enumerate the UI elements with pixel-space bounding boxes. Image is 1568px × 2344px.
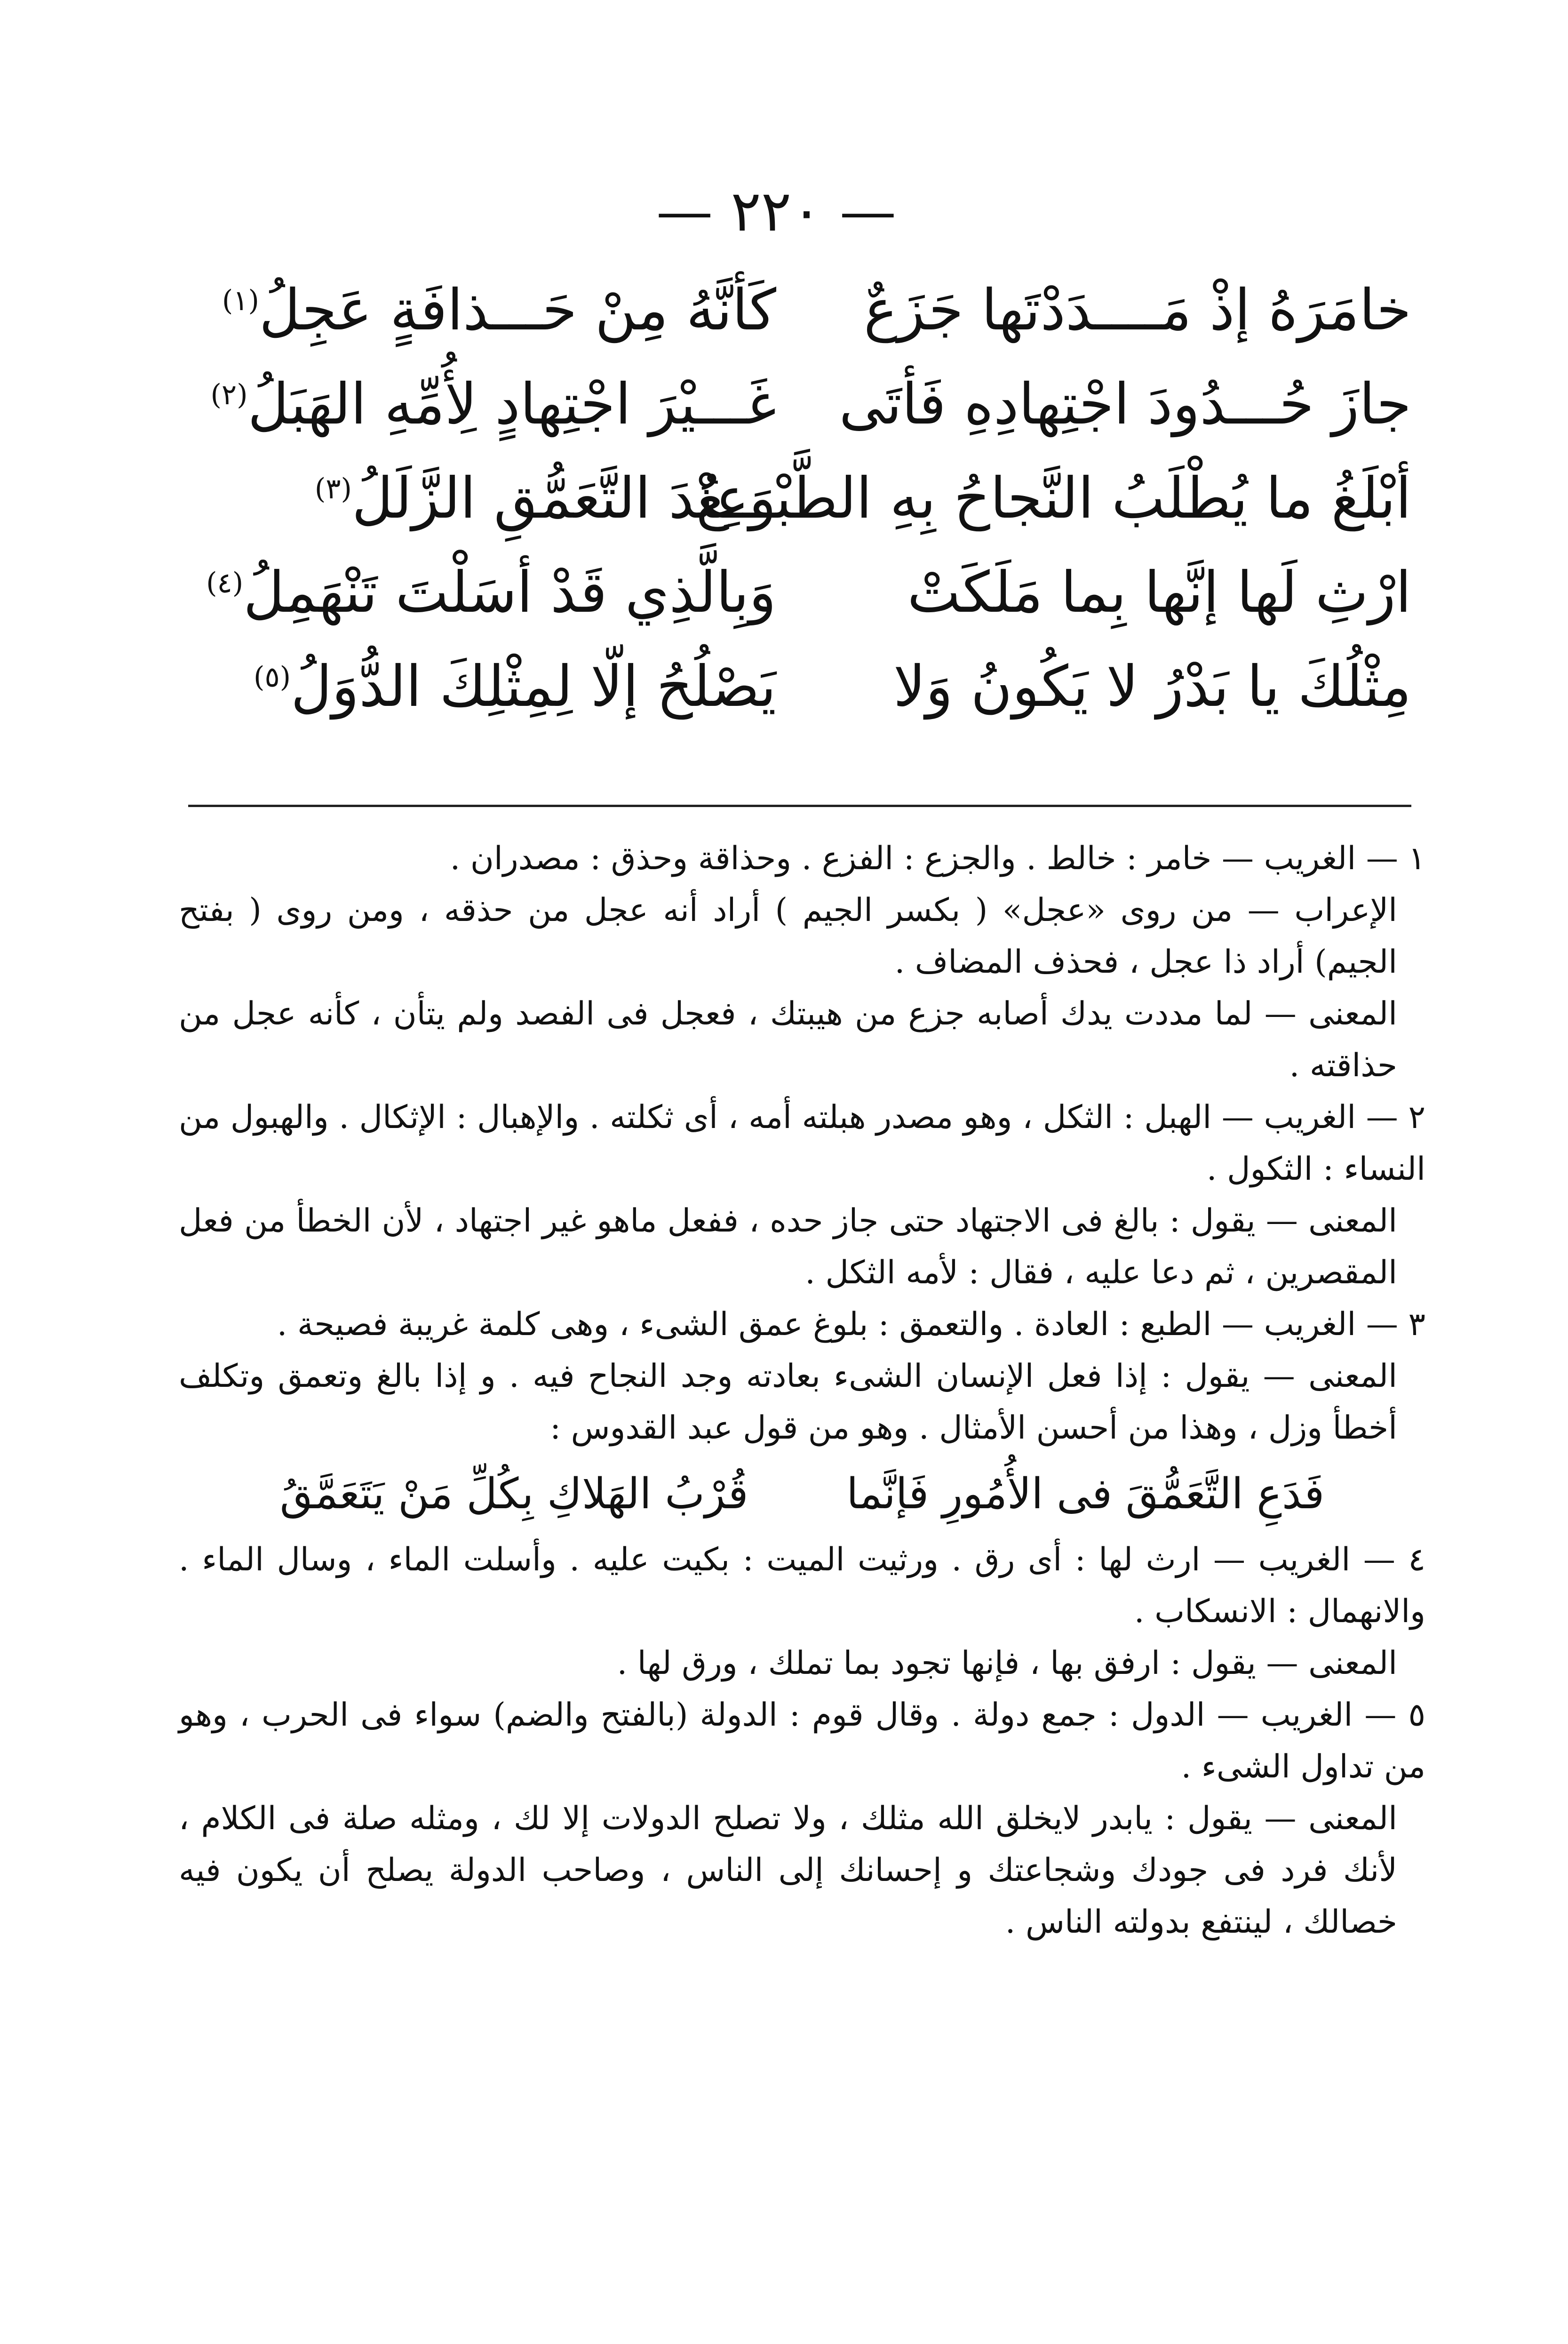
verse-5-first-hemistich: مِثْلُكَ يا بَدْرُ لا يَكُونُ وَلا	[893, 654, 1411, 720]
note-5-gloss: ٥ — الغريب — الدول : جمع دولة . وقال قوم : الدولة (بالفتح والضم) سواء فى الحرب ، وهو من تداول الشىء .	[179, 1696, 1425, 1785]
verse-2-first-hemistich: جازَ حُـــدُودَ اجْتِهادِهِ فَأتَى	[839, 372, 1411, 437]
verse-4-first-hemistich: ارْثِ لَها إنَّها بِما مَلَكَتْ	[907, 560, 1411, 625]
verse-3-note-ref: (٣)	[314, 472, 352, 505]
verse-5-second-hemistich	[235, 640, 776, 734]
commentary	[179, 833, 1425, 1948]
note-4-meaning: المعنى — يقول : ارفق بها ، فإنها تجود بما تملك ، ورق لها .	[617, 1645, 1397, 1682]
verse-4-second-hemistich	[206, 546, 776, 640]
verse-5-second-text: يَصْلُحُ إلّا لِمِثْلِكَ الدُّوَلُ	[291, 654, 776, 720]
verse-3-second-text: وَعِنْدَ التَّعَمُّقِ الزَّلَلُ	[351, 466, 776, 531]
verse-1-note-ref: (١)	[222, 284, 259, 317]
note-4-gloss: ٤ — الغريب — ارث لها : أى رق . ورثيت الميت : بكيت عليه . وأسلت الماء ، وسال الماء . والانهمال : الانسكاب .	[179, 1541, 1425, 1630]
quoted-verse-second-hemistich: قُرْبُ الهَلاكِ بِكُلِّ مَنْ يَتَعَمَّقُ	[279, 1469, 748, 1519]
note-3-meaning: المعنى — يقول : إذا فعل الإنسان الشىء بعادته وجد النجاح فيه . و إذا بالغ وتعمق وتكلف أخطأ وزل ، وهذا من أحسن الأمثال . وهو من قول عبد القدوس :	[179, 1358, 1397, 1447]
verse-1-first-hemistich: خامَرَهُ إذْ مَــــدَدْتَها جَزَعٌ	[864, 278, 1411, 343]
note-1-grammar: الإعراب — من روى «عجل» ( بكسر الجيم ) أراد أنه عجل من حذقه ، ومن روى ( بفتح الجيم) أراد ذا عجل ، فحذف المضاف .	[179, 892, 1397, 981]
verse-4-second-text: وَبِالَّذِي قَدْ أسَلْتَ تَنْهَمِلُ	[243, 560, 776, 625]
note-5-meaning: المعنى — يقول : يابدر لايخلق الله مثلك ، ولا تصلح الدولات إلا لك ، ومثله صلة فى الكلام ، لأنك فرد فى جودك وشجاعتك و إحسانك إلى الناس ، وصاحب الدولة يصلح أن يكون فيه خصالك ، لينتفع بدولته الناس .	[179, 1800, 1397, 1941]
poem	[206, 264, 1411, 734]
note-1-meaning: المعنى — لما مددت يدك أصابه جزع من هيبتك ، فعجل فى الفصد ولم يتأن ، كأنه عجل من حذاقته .	[179, 995, 1397, 1084]
verse-1-second-text: كَأنَّهُ مِنْ حَـــذافَةٍ عَجِلُ	[259, 278, 776, 343]
verse-5	[235, 640, 1411, 734]
verse-5-note-ref: (٥)	[254, 661, 291, 694]
quoted-verse	[179, 1459, 1425, 1529]
quoted-verse-first-hemistich: فَدَعِ التَّعَمُّقَ فى الأُمُورِ فَإنَّما	[846, 1469, 1325, 1519]
note-3-gloss: ٣ — الغريب — الطبع : العادة . والتعمق : بلوغ عمق الشىء ، وهى كلمة غريبة فصيحة .	[277, 1306, 1425, 1343]
verse-2-second-hemistich	[210, 358, 776, 452]
verse-3-second-hemistich	[235, 452, 776, 546]
note-2-meaning: المعنى — يقول : بالغ فى الاجتهاد حتى جاز حده ، ففعل ماهو غير اجتهاد ، لأن الخطأ من فعل المقصرين ، ثم دعا عليه ، فقال : لأمه الثكل .	[179, 1202, 1397, 1291]
verse-1-second-hemistich	[222, 264, 776, 358]
verse-2-second-text: غَـــيْرَ اجْتِهادٍ لِأُمِّهِ الهَبَلُ	[247, 372, 776, 437]
verse-3-first-hemistich: أبْلَغُ ما يُطْلَبُ النَّجاحُ بِهِ الطَّبْـــعُ	[696, 466, 1411, 531]
verse-2	[210, 358, 1411, 452]
verse-4	[206, 546, 1411, 640]
verse-1	[222, 264, 1411, 358]
note-2-gloss: ٢ — الغريب — الهبل : الثكل ، وهو مصدر هبلته أمه ، أى ثكلته . والإهبال : الإثكال . والهبول من النساء : الثكول .	[179, 1099, 1425, 1188]
separator-rule	[188, 805, 1411, 807]
verse-3	[235, 452, 1411, 546]
verse-2-note-ref: (٢)	[210, 378, 248, 411]
page-number: — ٢٢٠ —	[656, 179, 896, 244]
note-1-gloss: ١ — الغريب — خامر : خالط . والجزع : الفزع . وحذاقة وحذق : مصدران .	[450, 840, 1425, 877]
verse-4-note-ref: (٤)	[206, 567, 244, 600]
